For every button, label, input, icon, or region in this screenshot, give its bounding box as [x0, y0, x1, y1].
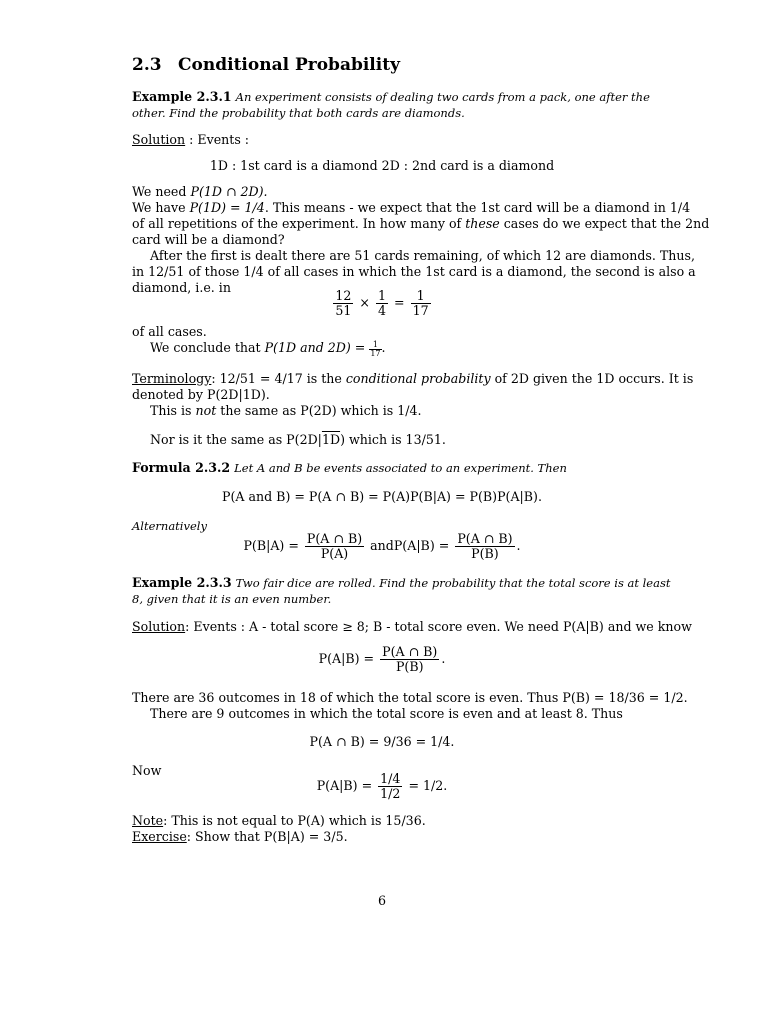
have-math: P(1D) = 1/4: [189, 200, 265, 215]
formula-equation: [132, 489, 632, 504]
formula-2-3-2: [132, 460, 632, 476]
line5: After the first is dealt there are 51 cards remaining, of which 12 are diamonds. Thus,: [150, 248, 695, 263]
example-text-line2: other. Find the probability that both cards are diamonds.: [132, 106, 465, 120]
fraction-denominator: 17: [370, 349, 381, 358]
fraction-1-4: [376, 289, 388, 318]
fraction-denominator: P(B): [471, 546, 499, 561]
fraction-denominator: 51: [335, 303, 352, 318]
solution-1-body: [132, 184, 710, 296]
eq2-text: P(A ∩ B) = 9/36 = 1/4.: [309, 734, 455, 749]
nor-pre: Nor is it the same as P(2D|: [150, 432, 322, 447]
line6: in 12/51 of those 1/4 of all cases in which the 1st card is a diamond, the second is also a: [132, 264, 696, 279]
line7: diamond, i.e. in: [132, 280, 231, 295]
note-text: : This is not equal to P(A) which is 15/36.: [163, 813, 426, 828]
fraction-numerator: 1: [369, 341, 381, 350]
fraction-numerator: P(A ∩ B): [457, 531, 513, 546]
eq-final: [132, 772, 632, 801]
fraction-denominator: P(B): [395, 659, 424, 674]
fraction-1-17: [411, 289, 431, 318]
solution-label: Solution: [132, 132, 186, 147]
all-cases-text: of all cases.: [132, 324, 207, 339]
section-number: 2.3: [132, 55, 162, 75]
fraction-pab-pa: [305, 532, 364, 561]
nor-post: ) which is 13/51.: [340, 432, 446, 447]
fraction-quarter-half: [378, 772, 402, 801]
note-exercise: [132, 813, 632, 845]
need-text: We need: [132, 184, 191, 199]
fraction-12-51: [333, 289, 353, 318]
not-post: the same as P(2D) which is 1/4.: [216, 403, 422, 418]
fraction-denominator: 17: [412, 303, 429, 318]
not-pre: This is: [150, 403, 196, 418]
conclude-text: We conclude that: [150, 340, 265, 355]
eq3-end: = 1/2.: [408, 778, 448, 793]
line4: card will be a diamond?: [132, 232, 285, 247]
events-line: [132, 158, 632, 174]
solution-header-text: : Events : A - total score ≥ 8; B - total score even. We need P(A|B) and we know: [185, 619, 692, 634]
solution-header-text: : Events :: [185, 132, 250, 147]
have-text: We have: [132, 200, 190, 215]
small-fraction-1-17: [369, 341, 381, 358]
fraction-numerator: 12: [335, 288, 352, 303]
times-sign: ×: [359, 295, 370, 310]
terminology-label: Terminology: [132, 371, 212, 386]
exercise-text: : Show that P(B|A) = 3/5.: [186, 829, 348, 844]
example-2-3-3: [132, 575, 671, 607]
exercise-label: Exercise: [132, 829, 187, 844]
eq-pab: [132, 734, 632, 749]
conclude-math: P(1D and 2D) =: [264, 340, 370, 355]
equals-sign: =: [394, 295, 405, 310]
conclusion: [132, 324, 632, 358]
fraction-denominator: 1/2: [380, 786, 401, 801]
formula-text: Let A and B be events associated to an experiment. Then: [234, 461, 567, 475]
formula-eq-text: P(A and B) = P(A ∩ B) = P(A)P(B|A) = P(B)P(A|B).: [222, 489, 542, 504]
eq-end: .: [516, 538, 521, 553]
solution-2-header: [132, 619, 692, 635]
and-text: andP(A|B) =: [370, 538, 450, 553]
fraction-numerator: P(A ∩ B): [306, 531, 363, 546]
page-number: 6: [377, 893, 386, 908]
conclude-end: .: [381, 340, 386, 355]
example-label: Example 2.3.1: [132, 89, 232, 104]
example-label: Example 2.3.3: [132, 575, 232, 590]
fraction-numerator: P(A ∩ B): [382, 644, 438, 659]
fraction-product-equation: [132, 289, 632, 318]
now-text: Now: [132, 763, 162, 778]
solution-1-header: [132, 132, 632, 148]
alternatively-text: Alternatively: [132, 519, 207, 533]
terminology-line2: denoted by P(2D|1D).: [132, 387, 270, 402]
fraction-numerator: 1: [377, 288, 386, 303]
eq-end: .: [441, 651, 446, 666]
example-text-line2: 8, given that it is an even number.: [132, 592, 332, 606]
line3-it: these: [465, 216, 500, 231]
conditional-eq-ab: [132, 645, 632, 674]
eq-lhs: P(A|B) =: [318, 651, 375, 666]
example-2-3-1: [132, 89, 650, 121]
nine-outcomes-line: There are 9 outcomes in which the total score is even and at least 8. Thus: [150, 706, 623, 721]
need-math: P(1D ∩ 2D).: [190, 184, 268, 199]
outcomes-line: There are 36 outcomes in 18 of which the total score is even. Thus P(B) = 18/36 = 1/2.: [132, 690, 688, 705]
example-text-line1: Two fair dice are rolled. Find the probability that the total score is at least: [235, 576, 671, 590]
terminology-text2: of 2D given the 1D occurs. It is: [490, 371, 694, 386]
solution-label: Solution: [132, 619, 186, 634]
terminology: [132, 371, 694, 419]
section-heading: [132, 57, 632, 73]
fraction-numerator: 1/4: [380, 771, 401, 786]
events-text: 1D : 1st card is a diamond 2D : 2nd card is a diamond: [209, 158, 555, 173]
fraction-denominator: 4: [377, 303, 386, 318]
terminology-italic: conditional probability: [345, 371, 491, 386]
outcomes-text: [132, 690, 688, 722]
lhs1: P(B|A) =: [243, 538, 299, 553]
nor-line: [132, 432, 632, 448]
formula-label: Formula 2.3.2: [132, 460, 231, 475]
line3-pre: of all repetitions of the experiment. In how many of: [132, 216, 466, 231]
have-rest: . This means - we expect that the 1st card will be a diamond in 1/4: [264, 200, 691, 215]
note-label: Note: [132, 813, 164, 828]
example-text-line1: An experiment consists of dealing two cards from a pack, one after the: [235, 90, 650, 104]
conditional-equations: [132, 532, 632, 561]
section-title: Conditional Probability: [178, 55, 400, 75]
fraction-pab-pb: [380, 645, 439, 674]
complement-1d: 1D: [321, 432, 341, 447]
fraction-numerator: 1: [411, 289, 431, 304]
not-italic: not: [195, 403, 217, 418]
terminology-text1: : 12/51 = 4/17 is the: [211, 371, 346, 386]
fraction-pab-pb: [455, 532, 514, 561]
line3-post: cases do we expect that the 2nd: [499, 216, 710, 231]
eq3-lhs: P(A|B) =: [316, 778, 373, 793]
fraction-denominator: P(A): [320, 546, 349, 561]
